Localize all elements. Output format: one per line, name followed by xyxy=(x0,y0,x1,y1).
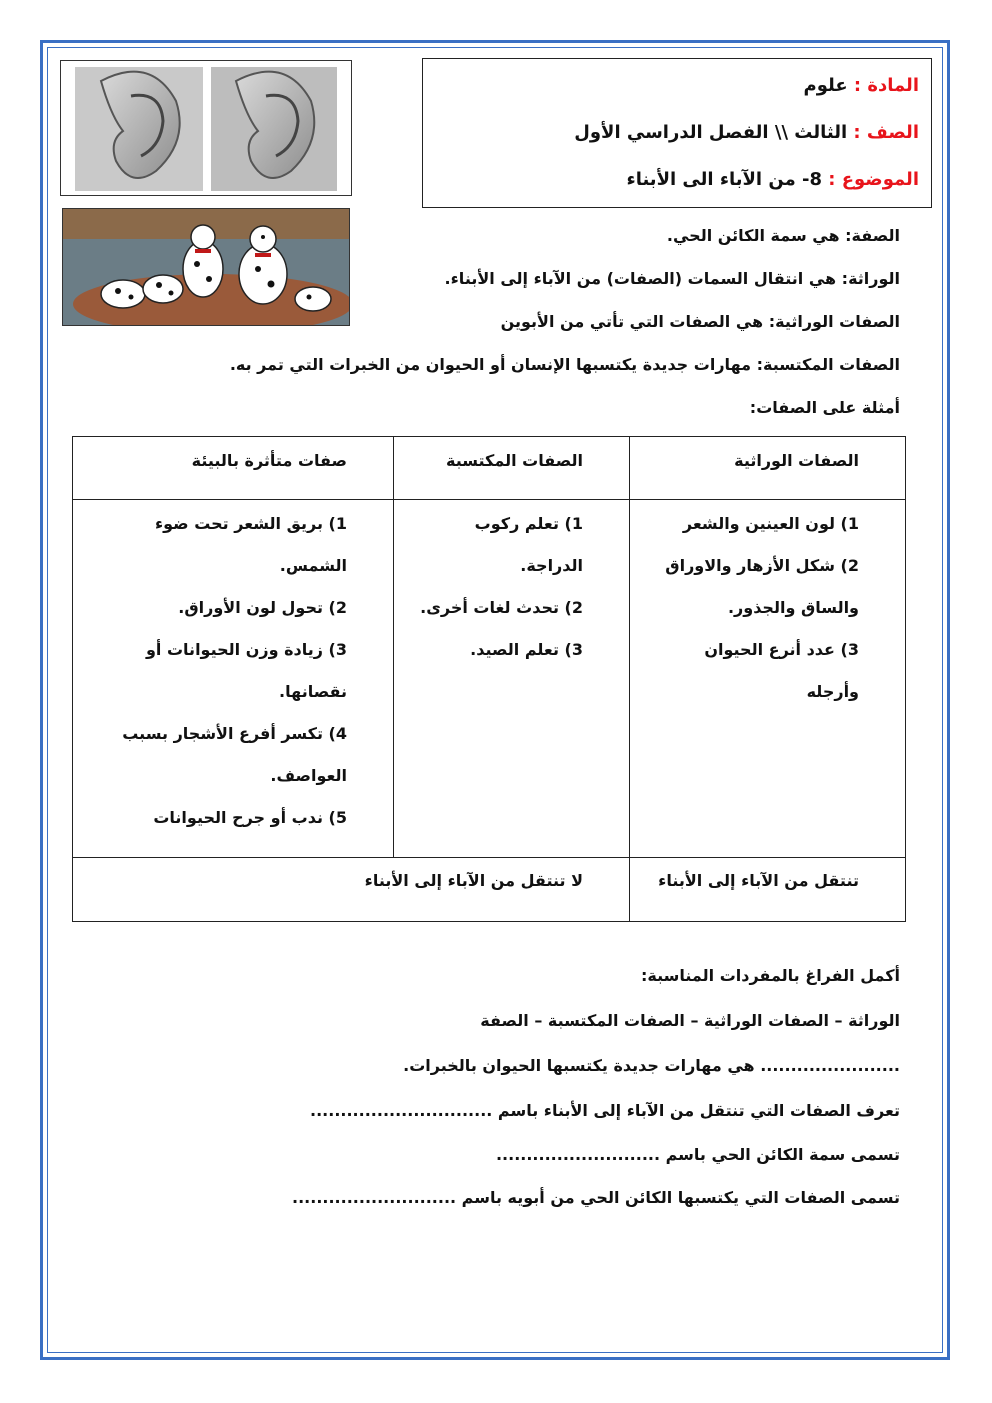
table-footer-divider xyxy=(73,857,905,858)
footer-not-inherited: لا تنتقل من الآباء إلى الأبناء xyxy=(364,871,583,890)
list-item: 3) عدد أنرع الحيوان xyxy=(704,640,859,659)
list-item: 4) تكسر أفرع الأشجار بسبب xyxy=(122,724,347,743)
exercise-item-2: تعرف الصفات التي تنتقل من الآباء إلى الأبناء باسم .............................. xyxy=(310,1101,900,1120)
header-inherited: الصفات الوراثية xyxy=(734,451,859,470)
grade-label: الصف : xyxy=(853,122,919,143)
dalmatians-illustration xyxy=(63,209,349,325)
list-item: 5) ندب أو جرح الحيوانات xyxy=(153,808,347,827)
topic-value: 8- من الآباء الى الأبناء xyxy=(626,169,822,190)
list-item: وأرجله xyxy=(806,682,859,701)
list-item: 1) لون العينين والشعر xyxy=(682,514,859,533)
subject-label: المادة : xyxy=(853,75,919,96)
ears-illustration xyxy=(61,61,351,195)
definition-inherited-traits: الصفات الوراثية: هي الصفات التي تأتي من الأبوين xyxy=(500,312,900,331)
ears-photo xyxy=(60,60,352,196)
list-item: 2) شكل الأزهار والاوراق xyxy=(665,556,859,575)
list-item: 1) تعلم ركوب xyxy=(474,514,583,533)
environmental-list xyxy=(87,503,347,839)
list-item: 3) تعلم الصيد. xyxy=(470,640,583,659)
grade-line xyxy=(423,112,919,159)
list-item: الشمس. xyxy=(279,556,347,575)
footer-inherited: تنتقل من الآباء إلى الأبناء xyxy=(658,871,859,890)
acquired-list xyxy=(373,503,583,671)
traits-table xyxy=(72,436,906,922)
list-item: والساق والجذور. xyxy=(727,598,859,617)
list-item: العواصف. xyxy=(270,766,347,785)
grade-value: الثالث \\ الفصل الدراسي الأول xyxy=(574,122,848,143)
list-item: 3) زيادة وزن الحيوانات أو xyxy=(145,640,347,659)
dalmatians-photo xyxy=(62,208,350,326)
subject-value: علوم xyxy=(803,75,848,96)
word-bank: الوراثة – الصفات الوراثية – الصفات المكتسبة – الصفة xyxy=(480,1011,900,1030)
definition-heredity: الوراثة: هي انتقال السمات (الصفات) من الآباء إلى الأبناء. xyxy=(444,269,900,288)
exercise-item-4: تسمى الصفات التي يكتسبها الكائن الحي من أبويه باسم ........................... xyxy=(292,1188,900,1207)
list-item: 2) تحول لون الأوراق. xyxy=(178,598,347,617)
header-environmental: صفات متأثرة بالبيئة xyxy=(191,451,347,470)
exercise-title: أكمل الفراغ بالمفردات المناسبة: xyxy=(641,966,900,985)
table-header-divider xyxy=(73,499,905,500)
list-item: الدراجة. xyxy=(520,556,583,575)
list-item: 2) تحدث لغات أخرى. xyxy=(420,598,583,617)
subject-line xyxy=(423,65,919,112)
definition-trait: الصفة: هي سمة الكائن الحي. xyxy=(666,226,900,245)
topic-line xyxy=(423,159,919,206)
list-item: نقصانها. xyxy=(279,682,347,701)
exercise-item-3: تسمى سمة الكائن الحي باسم ........................... xyxy=(495,1145,900,1164)
header-acquired: الصفات المكتسبة xyxy=(446,451,583,470)
list-item: 1) بريق الشعر تحت ضوء xyxy=(154,514,347,533)
inherited-list xyxy=(609,503,859,713)
lesson-info-box xyxy=(422,58,932,208)
topic-label: الموضوع : xyxy=(828,169,919,190)
definition-acquired-traits: الصفات المكتسبة: مهارات جديدة يكتسبها الإنسان أو الحيوان من الخبرات التي تمر به. xyxy=(229,355,900,374)
exercise-item-1: ....................... هي مهارات جديدة يكتسبها الحيوان بالخبرات. xyxy=(403,1056,900,1075)
examples-heading: أمثلة على الصفات: xyxy=(749,398,900,417)
